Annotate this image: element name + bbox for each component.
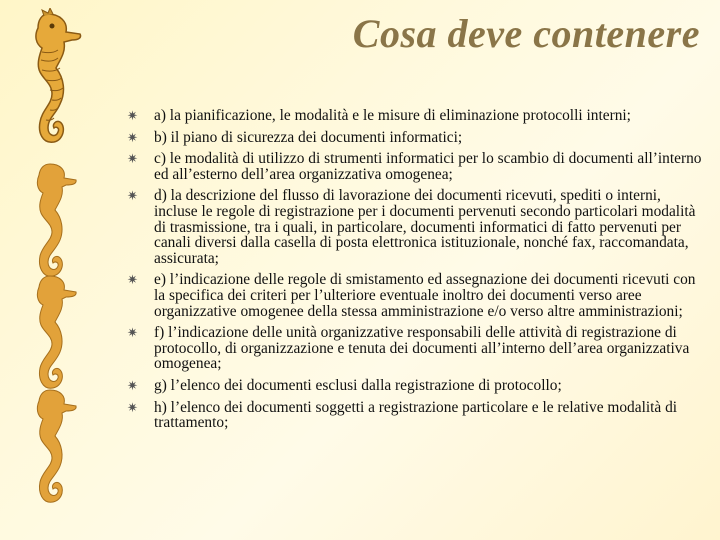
list-item — [127, 188, 707, 266]
list-item-text: f) l’indicazione delle unità organizzative responsabili delle attività di registrazione di protocollo, di organizzazione e tenuta dei documenti all’interno dell’area organizzativa omogenea; — [154, 324, 690, 373]
slide-content — [127, 108, 707, 437]
seahorse-large-icon — [8, 8, 88, 148]
seahorse-silhouette-icon-1 — [20, 160, 80, 280]
list-item — [127, 151, 707, 182]
list-item-text: a) la pianificazione, le modalità e le misure di eliminazione protocolli interni; — [154, 107, 631, 124]
seahorse-silhouette-icon-2 — [20, 272, 80, 392]
asterisk-bullet-icon: ✷ — [127, 129, 138, 145]
asterisk-bullet-icon: ✷ — [127, 151, 138, 167]
list-item — [127, 108, 707, 124]
bullet-list — [127, 108, 707, 431]
seahorse-silhouette-icon-3 — [20, 386, 80, 506]
asterisk-bullet-icon: ✷ — [127, 272, 138, 288]
asterisk-bullet-icon: ✷ — [127, 325, 138, 341]
list-item-text: e) l’indicazione delle regole di smistamento ed assegnazione dei documenti ricevuti con la specifica dei criteri per l’ulteriore eventuale inoltro dei documenti verso aree organizzative omogenee della stessa amministrazione e/o verso altre amministrazioni; — [154, 271, 696, 320]
list-item-text: h) l’elenco dei documenti soggetti a registrazione particolare e le relative modalità di trattamento; — [154, 398, 678, 432]
list-item-text: d) la descrizione del flusso di lavorazione dei documenti ricevuti, spediti o interni, incluse le regole di registrazione per i documenti pervenuti secondo particolari modalità di trasmissione, tra i quali, in particolare, documenti informatici di fatto pervenuti per canali diversi dalla casella di posta elettronica istituzionale, nonché fax, raccomandata, assicurata; — [154, 187, 696, 267]
list-item — [127, 378, 707, 394]
slide-title: Cosa deve contenere — [352, 11, 700, 56]
list-item — [127, 400, 707, 431]
list-item-text: g) l’elenco dei documenti esclusi dalla registrazione di protocollo; — [154, 376, 562, 394]
asterisk-bullet-icon: ✷ — [127, 399, 138, 415]
list-item — [127, 130, 707, 146]
seahorse-sidebar — [0, 0, 120, 540]
list-item-text: b) il piano di sicurezza dei documenti informatici; — [154, 128, 463, 146]
list-item — [127, 325, 707, 372]
asterisk-bullet-icon: ✷ — [127, 108, 138, 123]
asterisk-bullet-icon: ✷ — [127, 188, 138, 204]
asterisk-bullet-icon: ✷ — [127, 377, 138, 393]
list-item — [127, 272, 707, 319]
list-item-text: c) le modalità di utilizzo di strumenti informatici per lo scambio di documenti all’interno ed all’esterno dell’area organizzativa omogenea; — [154, 150, 702, 183]
